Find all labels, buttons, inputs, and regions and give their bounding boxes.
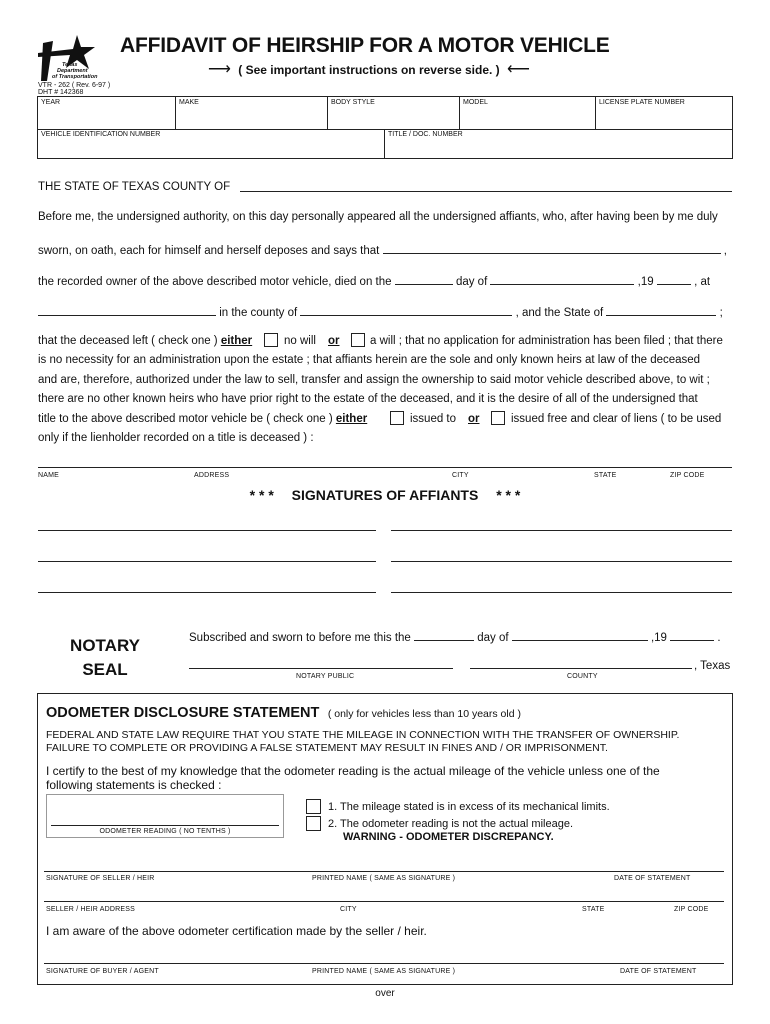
- death-place-input[interactable]: [38, 305, 216, 316]
- year-field[interactable]: [38, 97, 175, 129]
- para-line-3: and are, therefore, authorized under the law to sell, transfer and assign the ownership to said motor vehicle described above, to wit ;: [38, 374, 710, 386]
- subtitle: ( See important instructions on reverse side. ): [238, 63, 500, 77]
- notary-public-signature[interactable]: [189, 668, 453, 669]
- stars-left: * * *: [249, 487, 274, 503]
- arrow-left-icon: ⟵: [507, 61, 530, 78]
- buyer-signature-label: SIGNATURE OF BUYER / AGENT: [46, 968, 159, 975]
- notary-seal-line-2: SEAL: [82, 660, 128, 679]
- texas-label: , Texas: [694, 660, 731, 672]
- certify-line-2: following statements is checked :: [46, 778, 222, 792]
- form-number: VTR - 262 ( Rev. 6-97 ): [38, 82, 111, 89]
- state-column-label: STATE: [594, 472, 617, 479]
- title-doc-field[interactable]: [384, 129, 733, 158]
- death-year-input[interactable]: [657, 274, 691, 285]
- odometer-heading: ODOMETER DISCLOSURE STATEMENT: [46, 705, 320, 721]
- not-actual-checkbox[interactable]: [306, 816, 321, 831]
- name-column-label: NAME: [38, 472, 60, 479]
- model-label: MODEL: [463, 99, 488, 106]
- affidavit-line-3b: day of: [455, 276, 488, 288]
- para-line-1a: that the deceased left ( check one ): [38, 335, 218, 347]
- odometer-heading-note: ( only for vehicles less than 10 years old ): [327, 708, 521, 720]
- model-field[interactable]: [459, 97, 596, 129]
- sworn-text-b: day of: [477, 632, 509, 644]
- para-line-4: there are no other known heirs who have prior right to the estate of the deceased, and it is the desire of all of the undersigned that: [38, 393, 698, 405]
- seller-signature-line[interactable]: [44, 871, 724, 872]
- buyer-printed-name-label: PRINTED NAME ( SAME AS SIGNATURE ): [312, 968, 456, 975]
- federal-law-line-1: FEDERAL AND STATE LAW REQUIRE THAT YOU STATE THE MILEAGE IN CONNECTION WITH THE TRANSFER OF OWNERSHIP.: [46, 729, 680, 741]
- make-field[interactable]: [175, 97, 328, 129]
- city-column-label: CITY: [452, 472, 469, 479]
- address-column-label: ADDRESS: [194, 472, 230, 479]
- state-county-label: THE STATE OF TEXAS COUNTY OF: [38, 181, 231, 193]
- seller-zip-label: ZIP CODE: [674, 906, 709, 913]
- seller-printed-name-label: PRINTED NAME ( SAME AS SIGNATURE ): [312, 875, 456, 882]
- no-will-checkbox[interactable]: [264, 333, 278, 347]
- para-line-5a: title to the above described motor vehicle be ( check one ): [38, 413, 333, 425]
- arrow-right-icon: ⟶: [208, 61, 231, 78]
- year-label: YEAR: [41, 99, 61, 106]
- federal-law-line-2: FAILURE TO COMPLETE OR PROVIDING A FALSE STATEMENT MAY RESULT IN FINES AND / OR IMPRISONMENT.: [46, 742, 608, 754]
- notary-seal-line-1: NOTARY: [70, 636, 140, 655]
- county-input[interactable]: [240, 191, 732, 192]
- notary-public-label: NOTARY PUBLIC: [296, 673, 355, 680]
- death-county-input[interactable]: [300, 305, 512, 316]
- mechanical-limits-checkbox[interactable]: [306, 799, 321, 814]
- license-plate-label: LICENSE PLATE NUMBER: [599, 99, 685, 106]
- agency-name-1: Texas: [62, 62, 78, 68]
- affiant-signature-3[interactable]: [38, 561, 376, 562]
- stars-right: * * *: [496, 487, 521, 503]
- mechanical-limits-label: 1. The mileage stated is in excess of its mechanical limits.: [328, 801, 610, 813]
- vin-field[interactable]: [38, 129, 384, 158]
- affiants-input[interactable]: [383, 243, 721, 254]
- sworn-month-input[interactable]: [512, 630, 648, 641]
- signatures-heading: SIGNATURES OF AFFIANTS: [291, 487, 479, 503]
- page-title: AFFIDAVIT OF HEIRSHIP FOR A MOTOR VEHICLE: [120, 34, 610, 57]
- notary-county-input[interactable]: [470, 668, 692, 669]
- para-line-1b: a will ; that no application for administration has been filed ; that there: [370, 335, 723, 347]
- sworn-year-input[interactable]: [670, 630, 714, 641]
- affidavit-line-3a: the recorded owner of the above described motor vehicle, died on the: [38, 276, 392, 288]
- title-doc-label: TITLE / DOC. NUMBER: [388, 131, 463, 138]
- punct: ,: [723, 245, 727, 257]
- affidavit-line-4c: ;: [719, 307, 723, 319]
- seller-signature-label: SIGNATURE OF SELLER / HEIR: [46, 875, 155, 882]
- sworn-text-c: ,19: [650, 632, 667, 644]
- sworn-text-a: Subscribed and sworn to before me this the: [189, 632, 411, 644]
- not-actual-label: 2. The odometer reading is not the actual mileage.: [328, 818, 574, 830]
- affiant-signature-5[interactable]: [38, 592, 376, 593]
- or-label-1: or: [328, 335, 340, 347]
- sworn-text-d: .: [717, 632, 721, 644]
- odometer-warning: WARNING - ODOMETER DISCREPANCY.: [343, 831, 554, 843]
- address-header-line: [38, 467, 732, 468]
- or-label-2: or: [468, 413, 480, 425]
- vehicle-info-box: [37, 96, 733, 159]
- no-will-label: no will: [284, 335, 316, 347]
- certify-line-1: I certify to the best of my knowledge that the odometer reading is the actual mileage of the vehicle unless one of the: [46, 764, 660, 778]
- affidavit-line-1: Before me, the undersigned authority, on this day personally appeared all the undersigned affiants, who, after having been by me duly: [38, 211, 718, 223]
- buyer-awareness-text: I am aware of the above odometer certification made by the seller / heir.: [46, 924, 427, 938]
- body-style-field[interactable]: [327, 97, 460, 129]
- will-checkbox[interactable]: [351, 333, 365, 347]
- affidavit-line-4a: in the county of: [219, 307, 298, 319]
- agency-name-2: Department: [57, 68, 88, 74]
- odometer-reading-box[interactable]: [46, 794, 284, 838]
- county-label: COUNTY: [567, 673, 598, 680]
- buyer-signature-line[interactable]: [44, 963, 724, 964]
- issued-to-checkbox[interactable]: [390, 411, 404, 425]
- seller-state-label: STATE: [582, 906, 605, 913]
- affiant-signature-6[interactable]: [391, 592, 732, 593]
- buyer-date-label: DATE OF STATEMENT: [620, 968, 697, 975]
- lien-free-checkbox[interactable]: [491, 411, 505, 425]
- vin-label: VEHICLE IDENTIFICATION NUMBER: [41, 131, 161, 138]
- affiant-signature-1[interactable]: [38, 530, 376, 531]
- either-label-1: either: [220, 335, 253, 347]
- para-line-6: only if the lienholder recorded on a title is deceased ) :: [38, 432, 314, 444]
- body-style-label: BODY STYLE: [331, 99, 375, 106]
- affidavit-line-3d: , at: [694, 276, 711, 288]
- death-day-input[interactable]: [395, 274, 453, 285]
- dht-number: DHT # 142368: [38, 89, 84, 96]
- death-month-input[interactable]: [490, 274, 634, 285]
- para-line-5b: issued free and clear of liens ( to be used: [511, 413, 722, 425]
- odometer-reading-label: ODOMETER READING ( NO TENTHS ): [99, 828, 231, 835]
- seller-address-line[interactable]: [44, 901, 724, 902]
- zip-column-label: ZIP CODE: [670, 472, 705, 479]
- affiant-signature-2[interactable]: [391, 530, 732, 531]
- issued-to-label: issued to: [410, 413, 457, 425]
- license-plate-field[interactable]: [595, 97, 733, 129]
- seller-city-label: CITY: [340, 906, 357, 913]
- affidavit-line-3c: ,19: [637, 276, 654, 288]
- affiant-signature-4[interactable]: [391, 561, 732, 562]
- para-line-2: is no necessity for an administration upon the estate ; that affiants herein are the sole and only known heirs at law of the deceased: [38, 354, 701, 366]
- make-label: MAKE: [179, 99, 199, 106]
- either-label-2: either: [335, 413, 368, 425]
- affidavit-line-4b: , and the State of: [515, 307, 604, 319]
- seller-date-label: DATE OF STATEMENT: [614, 875, 691, 882]
- death-state-input[interactable]: [606, 305, 716, 316]
- seller-address-label: SELLER / HEIR ADDRESS: [46, 906, 136, 913]
- agency-name-3: of Transportation: [52, 74, 98, 80]
- footer-over: over: [375, 988, 395, 999]
- affidavit-line-2: sworn, on oath, each for himself and herself deposes and says that: [38, 245, 380, 257]
- sworn-day-input[interactable]: [414, 630, 474, 641]
